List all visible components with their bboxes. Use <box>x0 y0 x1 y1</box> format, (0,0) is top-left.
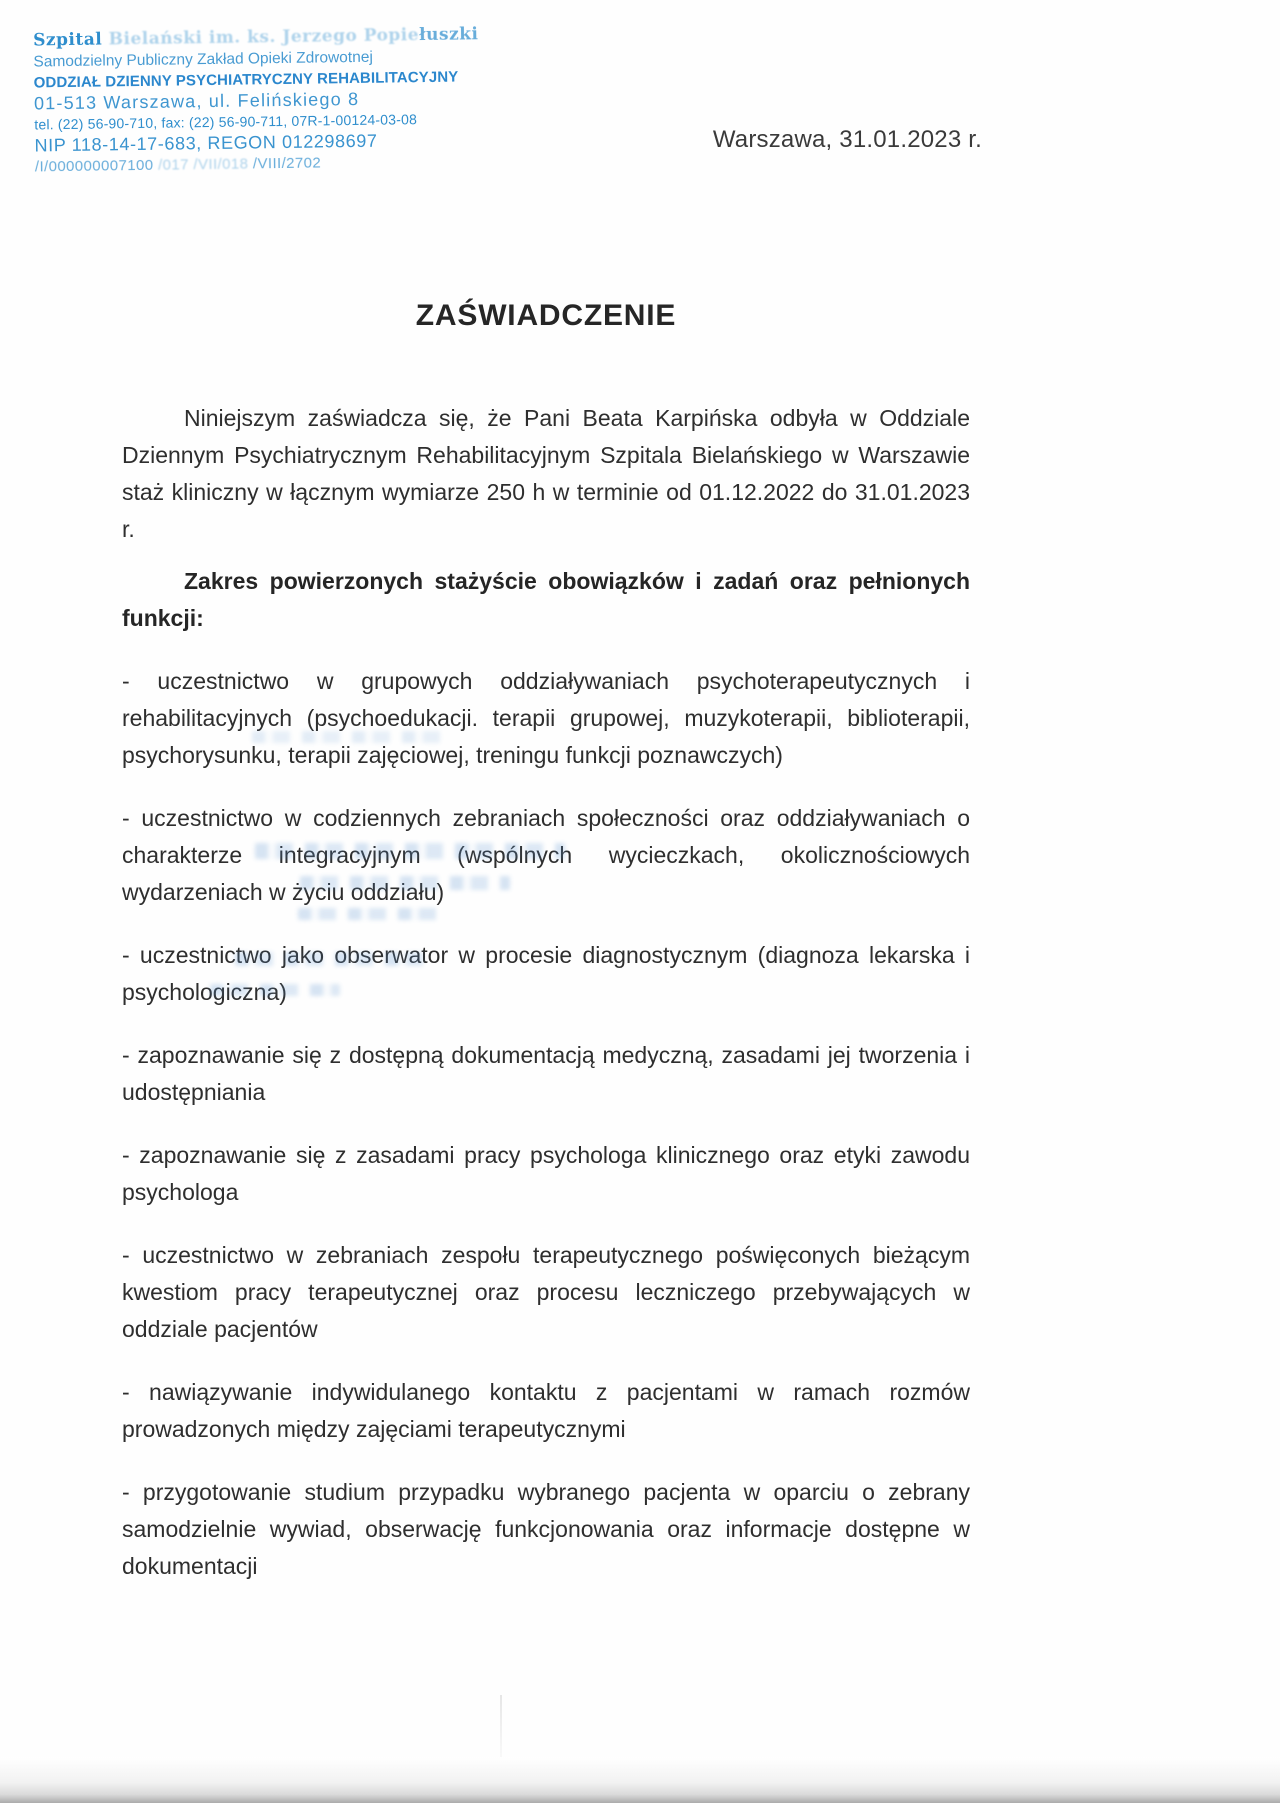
bleed-through-mark <box>235 952 425 966</box>
bleed-through-mark <box>255 843 565 859</box>
duty-item-1: - uczestnictwo w grupowych oddziaływaniach psychoterapeutycznych i rehabilitacyjnych (psychoedukacji. terapii grupowej, muzykoterapii, biblioterapii, psychorysunku, terapii zajęciowej, treningu funkcji poznawczych) <box>122 668 970 768</box>
document-body <box>122 0 970 1585</box>
stamp-address-line: 01-513 Warszawa, ul. Felińskiego 8 <box>33 88 360 114</box>
stamp-ward-line: ODDZIAŁ DZIENNY PSYCHIATRYCZNY REHABILITACYJNY <box>33 68 459 92</box>
duty-item-7: - nawiązywanie indywidulanego kontaktu z pacjentami w ramach rozmów prowadzonych między zajęciami terapeutycznymi <box>122 1379 970 1442</box>
bleed-through-mark <box>210 984 340 996</box>
stamp-hospital-name-end: łuszki <box>418 24 479 46</box>
duty-item-5: - zapoznawanie się z zasadami pracy psychologa klinicznego oraz etyki zawodu psychologa <box>122 1142 970 1205</box>
bleed-through-mark <box>298 908 448 920</box>
bleed-through-mark <box>252 731 452 743</box>
duty-item-8: - przygotowanie studium przypadku wybranego pacjenta w oparciu o zebrany samodzielnie wywiad, obserwację funkcjonowania oraz informacje dostępne w dokumentacji <box>122 1479 970 1579</box>
bleed-through-mark <box>300 876 510 890</box>
city-date-line: Warszawa, 31.01.2023 r. <box>712 126 982 153</box>
duty-item-2: - uczestnictwo w codziennych zebraniach społeczności oraz oddziaływaniach o charakterze integracyjnym (wspólnych wycieczkach, okolicznościowych wydarzeniach w życiu oddziału) <box>122 805 970 905</box>
stamp-org-line: Samodzielny Publiczny Zakład Opieki Zdrowotnej <box>33 48 373 71</box>
stamp-registry-start: /I/000000007100 <box>34 156 154 176</box>
duties-section-heading: Zakres powierzonych stażyście obowiązków i zadań oraz pełnionych funkcji: <box>122 568 970 631</box>
duty-item-4: - zapoznawanie się z dostępną dokumentacją medyczną, zasadami jej tworzenia i udostępniania <box>122 1042 970 1105</box>
scan-bottom-edge <box>0 1757 1280 1803</box>
duty-item-3: - uczestnictwo jako obserwator w procesie diagnostycznym (diagnoza lekarska i psychologiczna) <box>122 942 970 1005</box>
stamp-registry-faded: /017 /VII/018 <box>153 155 254 174</box>
stamp-registry-end: /VIII/2702 <box>252 154 322 173</box>
stamp-hospital-name-faded: Bielański im. ks. Jerzego Popie <box>108 25 420 50</box>
intro-paragraph: Niniejszym zaświadcza się, że Pani Beata Karpińska odbyła w Oddziale Dziennym Psychiatrycznym Rehabilitacyjnym Szpitala Bielańskiego w Warszawie staż kliniczny w łącznym wymiarze 250 h w terminie od 01.12.2022 do 31.01.2023 r. <box>122 405 970 542</box>
document-title: ZAŚWIADCZENIE <box>415 299 677 332</box>
stamp-hospital-name-start: Szpital <box>32 29 109 51</box>
stamp-nip-regon-line: NIP 118-14-17-683, REGON 012298697 <box>34 130 378 156</box>
duty-item-6: - uczestnictwo w zebraniach zespołu terapeutycznego poświęconych bieżącym kwestiom pracy terapeutycznej oraz procesu leczniczego przebywających w oddziale pacjentów <box>122 1242 970 1342</box>
stamp-phone-line: tel. (22) 56-90-710, fax: (22) 56-90-711, 07R-1-00124-03-08 <box>34 111 418 133</box>
